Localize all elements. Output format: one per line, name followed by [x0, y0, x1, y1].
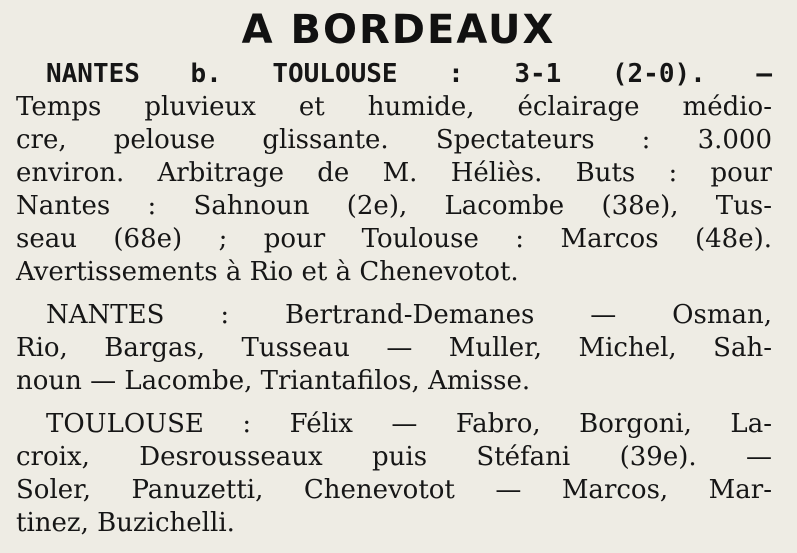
nantes-lineup-line: Rio, Bargas, Tusseau — Muller, Michel, Sah- [16, 333, 772, 363]
report-line: Avertissements à Rio et à Chenevotot. [16, 257, 519, 287]
toulouse-lineup-line: tinez, Buzichelli. [16, 508, 235, 538]
match-headline: A BORDEAUX [241, 7, 556, 53]
report-line: cre, pelouse glissante. Spectateurs : 3.000 [16, 125, 772, 155]
match-result-line: NANTES b. TOULOUSE : 3-1 (2-0). — [46, 59, 772, 89]
report-line: environ. Arbitrage de M. Héliès. Buts : pour [16, 158, 772, 188]
report-line: Nantes : Sahnoun (2e), Lacombe (38e), Tus- [16, 191, 772, 221]
nantes-lineup-line: NANTES : Bertrand-Demanes — Osman, [46, 300, 772, 330]
toulouse-lineup-line: croix, Desrousseaux puis Stéfani (39e). — [16, 442, 772, 472]
report-line: seau (68e) ; pour Toulouse : Marcos (48e). [16, 224, 772, 254]
toulouse-lineup-line: Soler, Panuzetti, Chenevotot — Marcos, Mar- [16, 475, 772, 505]
toulouse-lineup-line: TOULOUSE : Félix — Fabro, Borgoni, La- [46, 409, 772, 439]
nantes-lineup-line: noun — Lacombe, Triantafilos, Amisse. [16, 366, 531, 396]
report-line: Temps pluvieux et humide, éclairage médio- [16, 92, 772, 122]
